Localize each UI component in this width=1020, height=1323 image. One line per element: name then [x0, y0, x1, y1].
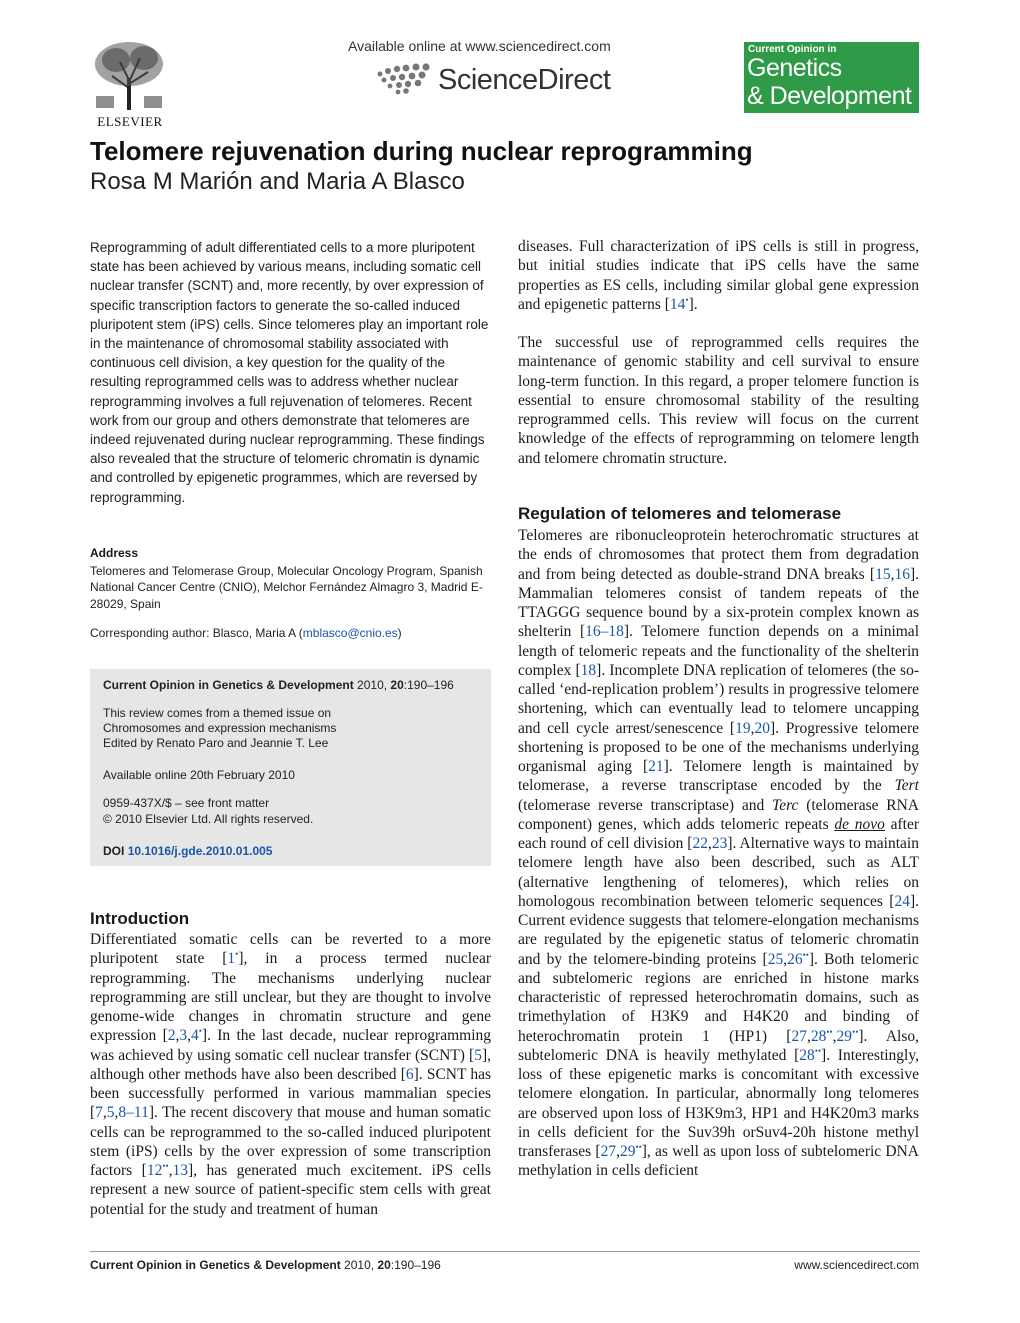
ref-link[interactable]: 29•• [619, 1141, 642, 1160]
article-info-box [90, 669, 491, 866]
regulation-heading: Regulation of telomeres and telomerase [518, 504, 842, 523]
footer-volume: 20 [377, 1258, 391, 1272]
author-email-link[interactable]: mblasco@cnio.es [302, 626, 398, 640]
citation-line [103, 678, 454, 694]
ref-link[interactable]: 5 [106, 1104, 115, 1122]
ref-link[interactable]: 26•• [787, 949, 809, 968]
ref-link[interactable]: 3 [179, 1027, 188, 1045]
ref-link[interactable]: 20 [754, 719, 770, 737]
ref-link[interactable]: 21 [648, 758, 664, 775]
paragraph-regulation: Telomeres are ribonucleoprotein heterochromatic structures at the ends of chromosomes that protect them from degradation and from being detected as double-strand DNA breaks [15,16]. Mammalian telomeres consist of tandem repeats of the TTAGGG sequence bound by a six-protein complex known as shelterin [16–18]. Telomere function depends on a minimal length of telomeric repeats and the functionality of the shelterin complex [18]. Incomplete DNA replication of telomeres (the so-called ‘end-replication problem’) results in progressive telomere shortening, which can eventually lead to telomere uncapping and cell cycle arrest/senescence [19,20]. Progressive telomere shortening is proposed to be one of the mechanisms underlying organismal aging [21]. Telomere length is maintained by telomerase, a reverse transcriptase encoded by the Tert (telomerase reverse transcriptase) and Terc (telomerase RNA component) genes, which adds telomeric repeats de novo after each round of cell division [22,23]. Alternative ways to maintain telomere length have also been described, such as ALT (alternative lengthening of telomeres), which relies on homologous recombination between telomeric sequences [24]. Current evidence suggests that telomere-elongation mechanisms are regulated by the epigenetic status of telomeric chromatin and by the telomere-binding proteins [25,26••]. Both telomeric and subtelomeric regions are enriched in histone marks characteristic of repressed heterochromatin domains, such as trimethylation of H3K9 and H4K20 and binding of heterochromatin protein 1 (HP1) [27,28••,29••]. Also, subtelomeric DNA is heavily methylated [28••]. Interestingly, loss of these epigenetic marks is concomitant with excessive telomere elongation. In particular, abnormally long telomeres are observed upon loss of H3K9m3, HP1 and H4K20m3 marks in cells deficient for the Suv39h orSuv4-20h histone methyl transferases [27,29••], as well as upon loss of subtelomeric DNA methylation in cells deficient [518, 527, 920, 1180]
sciencedirect-dots-icon [374, 60, 436, 100]
footer-pages: :190–196 [390, 1258, 441, 1272]
ref-link[interactable]: 19 [735, 719, 751, 737]
ref-link[interactable]: 25 [767, 950, 784, 968]
footer-divider [90, 1251, 920, 1252]
themed-issue-line2: Chromosomes and expression mechanisms [103, 721, 337, 735]
footer-journal: Current Opinion in Genetics & Development [90, 1258, 341, 1272]
footer-year: 2010, [344, 1258, 375, 1272]
ref-link[interactable]: 22 [692, 835, 708, 852]
issn-line: 0959-437X/$ – see front matter [103, 796, 270, 810]
paragraph-ips-characterization: diseases. Full characterization of iPS cells is still in progress, but initial studies indicate that iPS cells have the same properties as ES cells, including similar global gene expression and epigenetic patterns [14•]. [518, 238, 919, 313]
ref-link[interactable]: 14• [669, 294, 689, 313]
ref-link[interactable]: 16–18 [585, 623, 624, 641]
ref-link[interactable]: 6 [405, 1065, 414, 1083]
ref-link[interactable]: 1• [227, 949, 239, 968]
ref-link[interactable]: 4• [191, 1026, 202, 1045]
elsevier-logo [90, 38, 170, 130]
corresponding-author [90, 626, 402, 640]
themed-issue-line1: This review comes from a themed issue on [103, 706, 332, 720]
introduction-text: Differentiated somatic cells can be reverted to a more pluripotent state [1•], in a process termed nuclear reprogramming. The mechanisms underlying nuclear reprogramming are still unclear, but they are thought to involve genome-wide changes in chromatin structure and gene expression [2,3,4•]. In the last decade, nuclear reprogramming was achieved by using somatic cell nuclear transfer (SCNT) [5], although other methods have also been described [6]. SCNT has been successfully performed in various mammalian species [7,5,8–11]. The recent discovery that mouse and human somatic cells can be reprogrammed to the so-called induced pluripotent stem (iPS) cells by the over expression of some transcription factors [12••,13], has generated much excitement. iPS cells represent a new source of patient-specific stem cells with great potential for the study and treatment of human [90, 931, 491, 1218]
article-title: Telomere rejuvenation during nuclear reprogramming [90, 136, 753, 166]
ref-link[interactable]: 15 [875, 565, 891, 583]
sciencedirect-logo[interactable] [374, 58, 624, 102]
ref-link[interactable]: 16 [894, 565, 910, 583]
journal-badge-line1: Genetics [747, 54, 842, 82]
abstract: Reprogramming of adult differentiated cells to a more pluripotent state has been achieved by various means, including somatic cell nuclear transfer (SCNT) and, more recently, by over expression of specific transcription factors to generate the so-called induced pluripotent stem (iPS) cells. Since telomeres play an important role in the maintenance of chromosomal stability associated with continuous cell division, a key question for the quality of the resulting reprogrammed cells was to address whether nuclear reprogramming involves a full rejuvenation of telomeres. Recent work from our group and others demonstrate that telomeres are indeed rejuvenated during nuclear reprogramming. These findings also revealed that the structure of telomeric chromatin is dynamic and controlled by epigenetic programmes, which are reversed by reprogramming. [90, 240, 489, 505]
ref-link[interactable]: 12•• [146, 1160, 169, 1179]
elsevier-tree-icon [90, 38, 168, 112]
citation-pages: :190–196 [403, 678, 454, 692]
ref-link[interactable]: 13 [172, 1162, 188, 1179]
footer-website-link[interactable]: www.sciencedirect.com [794, 1258, 919, 1272]
ref-link[interactable]: 29•• [836, 1026, 859, 1045]
article-authors: Rosa M Marión and Maria A Blasco [90, 168, 465, 195]
paragraph-successful-use: The successful use of reprogrammed cells requires the maintenance of genomic stability and cell survival to ensure long-term function. In this regard, a proper telomere function is essential to ensure chromosomal stability of the resulting reprogrammed cells. This review will focus on the current knowledge of the effects of reprogramming on telomere length and telomere chromatin structure. [518, 334, 919, 467]
ref-link[interactable]: 2 [167, 1027, 176, 1045]
ref-link[interactable]: 28•• [810, 1026, 833, 1045]
ref-link[interactable]: 23 [711, 835, 728, 852]
journal-badge-top: Current Opinion in [748, 44, 837, 55]
ref-link[interactable]: 7 [95, 1104, 103, 1122]
ref-link[interactable]: 27 [791, 1027, 807, 1045]
address-text: Telomeres and Telomerase Group, Molecular Oncology Program, Spanish National Cancer Centre (CNIO), Melchor Fernández Almagro 3, Madrid E-28029, Spain [90, 564, 483, 611]
available-online-date: Available online 20th February 2010 [103, 768, 295, 782]
address-heading: Address [90, 546, 139, 560]
doi-label: DOI [103, 844, 125, 858]
corresponding-prefix: Corresponding author: Blasco, Maria A ( [90, 626, 303, 640]
ref-link[interactable]: 28•• [799, 1045, 822, 1064]
journal-badge[interactable] [744, 42, 919, 113]
journal-badge-line2: & Development [747, 82, 912, 110]
citation-volume: 20 [390, 678, 404, 692]
elsevier-wordmark: ELSEVIER [97, 114, 163, 129]
doi-link[interactable]: 10.1016/j.gde.2010.01.005 [127, 844, 273, 858]
doi-line [103, 844, 272, 860]
ref-link[interactable]: 24 [894, 892, 910, 910]
citation-journal: Current Opinion in Genetics & Development [103, 678, 354, 692]
ref-link[interactable]: 5 [474, 1046, 482, 1064]
introduction-heading: Introduction [90, 909, 190, 928]
copyright-line: © 2010 Elsevier Ltd. All rights reserved. [103, 812, 314, 826]
ref-link[interactable]: 27 [600, 1143, 617, 1160]
ref-link[interactable]: 18 [580, 661, 597, 679]
corresponding-suffix: ) [397, 626, 402, 640]
footer-citation [90, 1258, 441, 1272]
available-online-text[interactable]: Available online at www.sciencedirect.com [348, 38, 611, 54]
citation-year: 2010, [357, 678, 388, 692]
ref-link[interactable]: 8–11 [118, 1104, 149, 1122]
themed-issue-editors: Edited by Renato Paro and Jeannie T. Lee [103, 736, 329, 750]
sciencedirect-wordmark: ScienceDirect [438, 63, 611, 96]
